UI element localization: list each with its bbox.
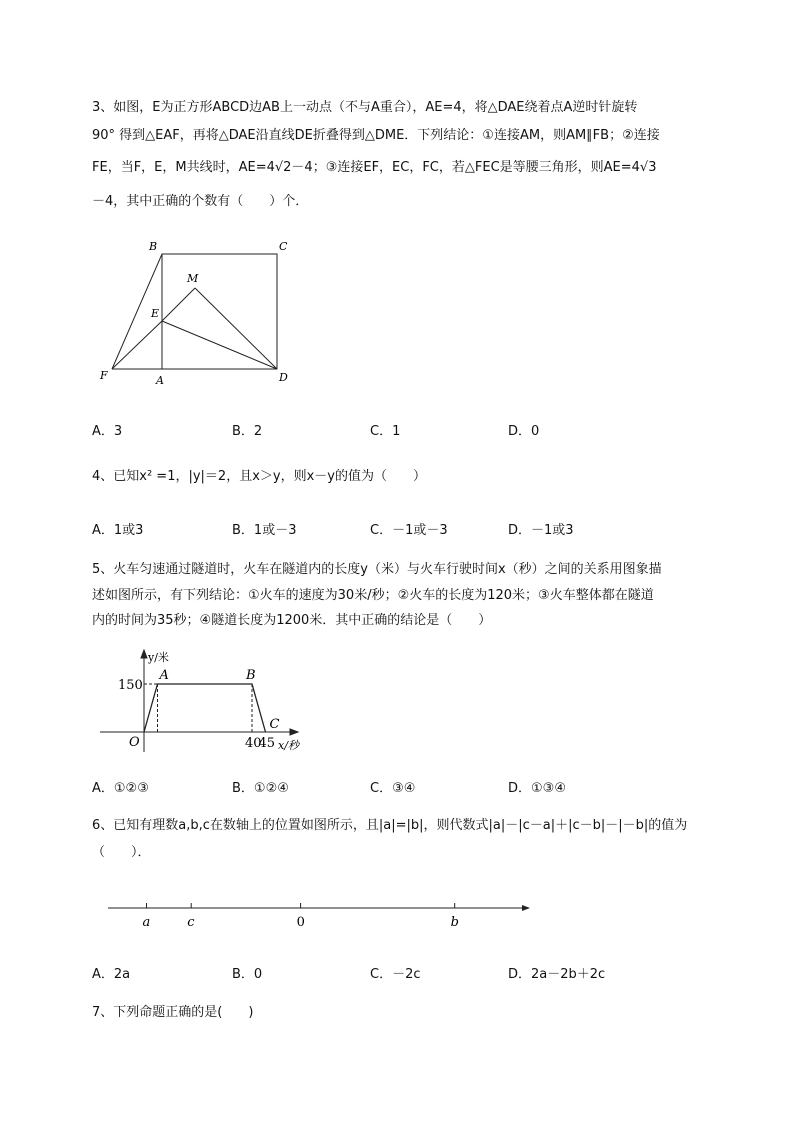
label-d: D	[279, 371, 288, 384]
point-label-B: B	[246, 668, 256, 683]
number-line-arrow	[522, 905, 530, 911]
segment-em	[162, 288, 195, 321]
q3-option-a: A．3	[92, 424, 123, 439]
q6-number-line	[92, 890, 542, 940]
label-a: A	[156, 374, 164, 387]
q5-option-c: C．③④	[370, 781, 416, 796]
y-tick-150: 150	[118, 678, 143, 693]
x-tick-45: 45	[258, 736, 276, 751]
q7-text: 7、下列命题正确的是( )	[92, 1005, 254, 1020]
q4-option-c: C．－1或－3	[370, 523, 448, 538]
q3-option-d: D．0	[508, 424, 540, 439]
q5-option-a: A．①②③	[92, 781, 149, 796]
label-m: M	[187, 272, 199, 285]
q3-line-3: FE，当F，E，M共线时，AE=4√2－4；③连接EF，EC，FC，若△FEC是等腰三角形，则AE=4√3	[92, 160, 657, 175]
q4-option-b: B．1或－3	[232, 523, 297, 538]
y-axis-label: y/米	[148, 651, 169, 664]
q6-line-1: 6、已知有理数a,b,c在数轴上的位置如图所示，且|a|=|b|，则代数式|a|－|c－a|＋|c－b|－|－b|的值为	[92, 818, 688, 833]
label-e: E	[151, 307, 160, 320]
q4-option-a: A．1或3	[92, 523, 144, 538]
series-line	[144, 684, 266, 732]
q6-option-c: C．－2c	[370, 967, 421, 982]
segment-fe	[112, 321, 162, 369]
point-label-A: A	[159, 668, 169, 683]
q6-option-b: B．0	[232, 967, 263, 982]
segment-ed	[162, 321, 277, 369]
point-label-C: C	[269, 717, 280, 732]
segment-md	[195, 288, 277, 369]
label-f: F	[100, 369, 108, 382]
label-b: B	[149, 240, 158, 253]
point-label-c: c	[187, 915, 195, 930]
q4-text: 4、已知x² =1，|y|＝2，且x＞y，则x－y的值为（ ）	[92, 469, 426, 484]
q5-option-d: D．①③④	[508, 781, 566, 796]
q5-line-2: 述如图所示，有下列结论：①火车的速度为30米/秒；②火车的长度为120米；③火车整体都在隧道	[92, 588, 654, 603]
q3-line-2: 90° 得到△EAF，再将△DAE沿直线DE折叠得到△DME．下列结论：①连接AM，则AM∥FB；②连接	[92, 128, 660, 143]
q5-option-b: B．①②④	[232, 781, 289, 796]
q6-line-2: （ ）．	[92, 845, 151, 860]
x-tick-40: 40	[245, 736, 262, 751]
point-label-a: a	[142, 915, 151, 930]
q5-chart	[92, 648, 322, 758]
q3-option-c: C．1	[370, 424, 401, 439]
point-label-zero: 0	[296, 915, 305, 930]
q3-line-1: 3、如图，E为正方形ABCD边AB上一动点（不与A重合），AE=4，将△DAE绕着点A逆时针旋转	[92, 100, 638, 115]
y-axis-arrow	[141, 650, 147, 658]
point-label-O: O	[129, 735, 140, 750]
point-label-b: b	[450, 915, 459, 930]
label-c: C	[279, 240, 288, 253]
q6-option-a: A．2a	[92, 967, 131, 982]
q5-line-1: 5、火车匀速通过隧道时，火车在隧道内的长度y（米）与火车行驶时间x（秒）之间的关系用图象描	[92, 562, 662, 577]
q3-option-b: B．2	[232, 424, 263, 439]
q3-geometry-figure	[96, 236, 316, 392]
x-axis-arrow	[290, 729, 298, 735]
q3-line-4: －4，其中正确的个数有（ ）个．	[92, 194, 309, 209]
x-axis-label: x/秒	[278, 739, 299, 752]
q6-option-d: D．2a－2b＋2c	[508, 967, 606, 982]
q4-option-d: D．－1或3	[508, 523, 574, 538]
q5-line-3: 内的时间为35秒；④隧道长度为1200米．其中正确的结论是（ ）	[92, 613, 492, 628]
